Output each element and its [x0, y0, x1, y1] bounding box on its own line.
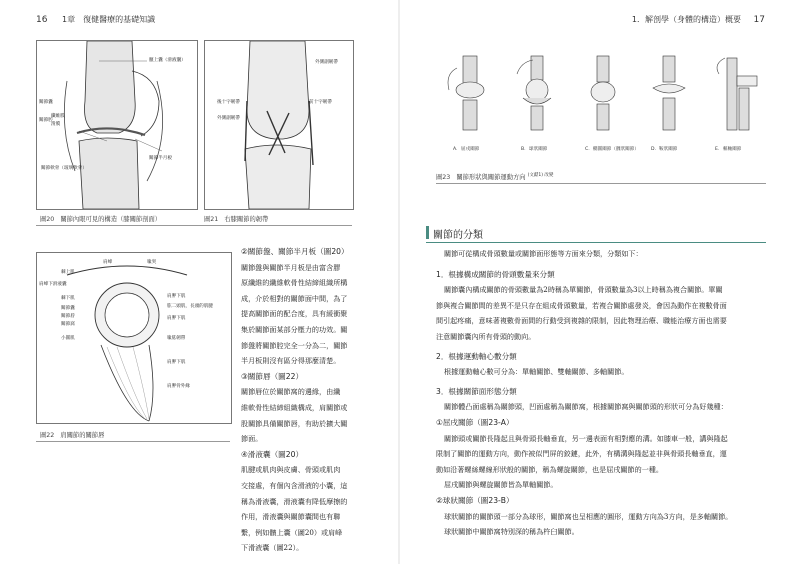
text-line: 屈戌關節與螺旋關節皆為單軸關節。	[444, 480, 558, 490]
heading-disc-meniscus: ②關節盤、關節半月板（圖20）	[241, 247, 349, 256]
text-line: 關節盤與關節半月板是由富含膠	[241, 262, 341, 272]
fig22-label-biceps-tendon: 肱二頭肌，長頭的肌腱	[167, 304, 213, 309]
fig20-label-synovial: 滑膜	[51, 122, 61, 127]
right-text-column	[436, 246, 772, 540]
pivot-joint-drawing	[717, 58, 757, 130]
text-line: 成，介於相對的關節面中間，為了	[241, 293, 348, 303]
text-line: 關節囊內構成關節的骨頭數量為2時稱為單關節，骨頭數量為3以上時稱為複合關節。單關	[444, 285, 723, 295]
ellipsoid-joint-drawing	[591, 56, 615, 130]
figure-23-caption	[436, 172, 553, 181]
figure-22-shoulder	[36, 252, 232, 424]
text-line: 限制了關節的運動方向，動作被似門屏的鉸鏈，此外，有構溝與隆起並非與骨頭長軸垂直，運	[436, 449, 727, 459]
fig21-label-medial-collateral: 外側副韌帶	[217, 116, 240, 121]
fig23-label-e-name: 樞軸關節	[723, 147, 742, 152]
caption-rule-3	[436, 183, 766, 184]
fig23-caption-text: 關節形狀與關節運動方向	[456, 174, 526, 182]
fig23-caption-note: (文獻1) 改變	[527, 173, 554, 178]
fig22-label-teres-minor: 小圓肌	[61, 336, 75, 341]
left-page-number: 16	[36, 15, 48, 25]
section-title-rule	[426, 242, 766, 243]
item-1-heading: ①屈戌關節（圖23-A）	[436, 417, 514, 427]
fig22-label-coracoid: 喙突	[147, 260, 157, 265]
text-line: 維軟骨性結締組織構成，肩關節或	[241, 402, 348, 412]
fig20-label-meniscus: 關節半月板	[149, 156, 172, 161]
fig22-caption-text: 肩關節的關節唇	[60, 432, 105, 439]
fig23-label-b-letter: B.	[521, 147, 526, 152]
right-running-head	[632, 14, 765, 25]
fig22-label-glenoid: 關節窩	[61, 322, 75, 327]
fig22-label-labrum: 關節唇	[61, 314, 75, 319]
knee-ligament-illustration	[205, 41, 353, 209]
fig21-label-lateral-collateral: 外側副韌帶	[315, 60, 338, 65]
text-line: 關節體凸面處稱為關節頭，凹面處稱為關節窩，根據關節窩與關節頭的形狀可分為好幾種：	[444, 402, 728, 412]
figure-21-caption	[204, 214, 268, 223]
figure-22-caption	[40, 430, 104, 439]
item-2-heading: ②球狀關節（圖23-B）	[436, 495, 514, 505]
fig20-label-cartilage: 關節軟骨（玻璃軟骨）	[41, 166, 87, 171]
fig23-label-a-letter: A.	[453, 147, 458, 152]
figure-20-knee-section	[36, 40, 198, 210]
fig23-label-d-name: 鞍狀關節	[659, 147, 678, 152]
fig23-label-b-name: 球狀關節	[529, 147, 548, 152]
fig23-label-a-name: 屈戌關節	[461, 147, 480, 152]
fig20-label-cavity: 關節腔	[39, 118, 53, 123]
figure-23-joint-types	[445, 54, 771, 166]
figure-20-caption	[40, 214, 161, 223]
fig22-label-scapula-border: 肩胛骨外緣	[167, 384, 190, 389]
text-line: 節面。	[241, 434, 263, 444]
left-page	[0, 0, 399, 564]
fig22-label-subscapularis-3: 肩胛下肌	[167, 360, 186, 365]
text-line: 節與複合關節間的差異不是只存在組成骨頭數量，若複合關節處發炎，會因為動作在複數骨面	[436, 300, 727, 310]
subsection-3-title: 3．根據關節面形態分類	[436, 386, 517, 396]
subsection-1-title: 1．根據構成關節的骨頭數量來分類	[436, 269, 555, 279]
fig20-caption-number: 圖20	[40, 216, 55, 223]
text-line: 股關節具備關節唇，有助於擴大關	[241, 418, 348, 428]
joint-shapes-illustration	[445, 54, 771, 166]
caption-rule	[36, 225, 352, 226]
left-running-head	[36, 14, 155, 25]
fig21-caption-text: 右膝關節的韌帶	[224, 216, 269, 223]
text-line: 肌腱或肌肉與皮膚、骨頭或肌肉	[241, 465, 341, 475]
intro-paragraph: 關節可從構成骨頭數量或關節面形態等方面來分類，分類如下：	[444, 249, 643, 258]
shoulder-labrum-illustration	[37, 253, 231, 423]
fig20-label-capsule: 關節囊	[39, 100, 53, 105]
fig23-label-c-name: 橢圓關節（髁狀關節）	[593, 147, 639, 152]
text-line: 原纖維的纖維軟骨性結締組織所構	[241, 278, 348, 288]
section-title: 關節的分類	[433, 230, 483, 241]
fig22-label-infraspinatus: 棘下肌	[61, 296, 75, 301]
fig22-label-subscapularis-2: 肩胛下肌	[167, 316, 186, 321]
figure-21-knee-ligaments	[204, 40, 354, 210]
text-line: 球狀關節中關節窩特別深的稱為杵臼關節。	[444, 527, 579, 537]
fig20-label-fibrous: 纖維膜	[51, 114, 65, 119]
text-line: 集於關節面某部分壓力的功效。關	[241, 324, 348, 334]
text-line: 根據運動軸心數可分為：單軸關節、雙軸關節、多軸關節。	[444, 367, 629, 377]
fig21-label-anterior-cruciate: 前十字韌帶	[309, 100, 332, 105]
left-text-column	[241, 244, 359, 556]
knee-section-illustration	[37, 41, 197, 209]
fig22-label-acromion: 肩峰	[103, 260, 113, 265]
text-line: 作用，滑液囊與關節囊間也有聯	[241, 512, 341, 522]
saddle-joint-drawing	[653, 56, 685, 130]
fig20-label-suprapatellar: 髕上囊（滑液囊）	[149, 58, 186, 63]
text-line: 交接處，有個內含滑液的小囊，這	[241, 480, 348, 490]
text-line: 下滑液囊（圖22）。	[241, 543, 304, 553]
fig22-label-supraspinatus: 棘上肌	[61, 270, 75, 275]
fig22-label-capsule: 關節囊	[61, 306, 75, 311]
chapter-title: 1章 復健醫療的基礎知識	[62, 15, 156, 24]
hinge-joint-drawing	[448, 56, 484, 130]
text-line: 關節頭或關節長隆起且與骨頭長軸垂直，另一邊表面有相對應的溝。如膝車一般，講與隆起	[444, 433, 728, 443]
caption-rule-2	[36, 441, 230, 442]
fig21-label-posterior-cruciate: 後十字韌帶	[217, 100, 240, 105]
subsection-2-title: 2．根據運動軸心數分類	[436, 351, 517, 361]
text-line: 注意關節囊內所有骨頭的動向。	[436, 331, 536, 341]
fig22-label-coracohumeral: 喙肱韌帶	[167, 336, 186, 341]
text-line: 提高關節面的配合度，具有緩衝聚	[241, 309, 348, 319]
heading-labrum: ③關節唇（圖22）	[241, 371, 304, 381]
fig22-caption-number: 圖22	[40, 432, 55, 439]
running-head-title: 1．解剖學（身體的構造）概要	[631, 15, 741, 24]
fig23-label-d-letter: D.	[651, 147, 656, 152]
text-line: 關節唇位於關節窩的邊緣，由纖	[241, 387, 341, 397]
fig22-label-subacromial-bursa: 肩峰下滑液囊	[39, 282, 67, 287]
fig23-label-e-letter: E.	[715, 147, 720, 152]
fig23-label-c-letter: C.	[585, 147, 590, 152]
text-line: 動如沿著螺絲螺線形狀般的關節，稱為螺旋關節，也是屈戌關節的一種。	[436, 464, 663, 474]
text-line: 球狀關節的關節頭一部分為球形，關節窩也呈相應的圓形，運動方向為3方向，是多軸關節。	[444, 511, 733, 521]
heading-bursa: ④滑液囊（圖20）	[241, 449, 304, 459]
fig21-caption-number: 圖21	[204, 216, 219, 223]
ball-joint-drawing	[517, 56, 551, 130]
fig20-caption-text: 關節內眼可見的構造（膝關節剖面）	[60, 216, 162, 223]
text-line: 半月板則沒有區分得那麼清楚。	[241, 356, 341, 366]
fig23-caption-number: 圖23	[436, 174, 451, 182]
text-line: 間引起疼痛，意味著複數骨面間的行動受到複雜的限制，因此物理治療、職能治療方面也需要	[436, 316, 727, 326]
right-page-number: 17	[753, 15, 765, 25]
section-title-bar	[426, 226, 429, 239]
fig22-label-subscapularis-1: 肩胛下肌	[167, 294, 186, 299]
text-line: 稱為滑液囊，滑液囊有降低摩擦的	[241, 496, 348, 506]
text-line: 繫，例如髕上囊（圖20）或肩峰	[241, 527, 343, 537]
text-line: 節盤將關節腔完全一分為二，關節	[241, 340, 348, 350]
